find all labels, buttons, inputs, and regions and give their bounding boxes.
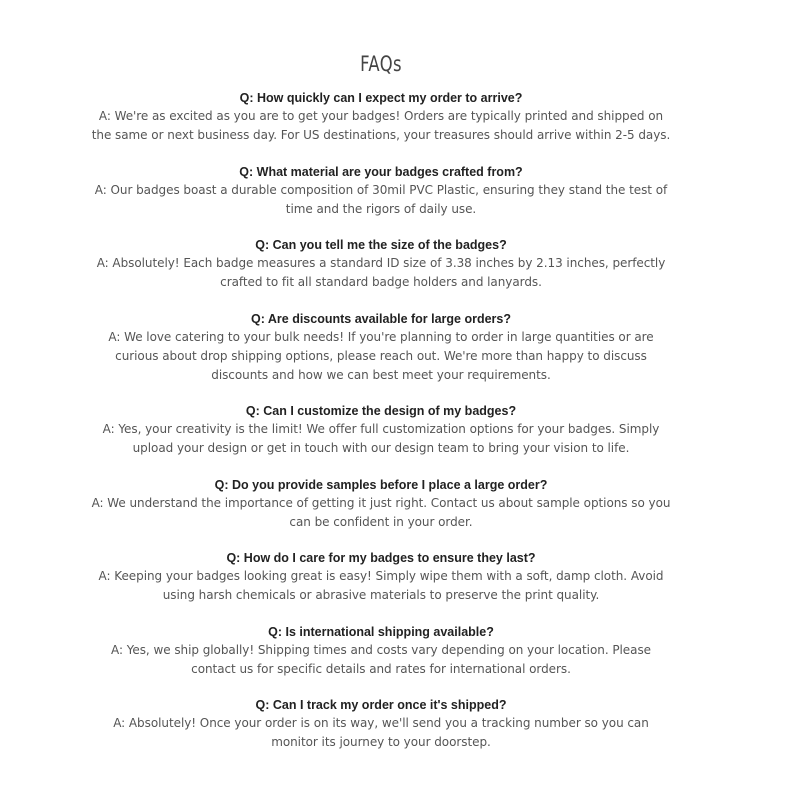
faq-question: Q: Do you provide samples before I place a large order? [214, 477, 548, 492]
faq-question: Q: How quickly can I expect my order to arrive? [239, 91, 523, 105]
faq-answer: A: We love catering to your bulk needs! If you're planning to order in large quantities or are curious about drop shipping options, please reach out. We're more than happy to discuss discounts and how we can best meet your requirements. [108, 329, 654, 382]
faq-question: Q: What material are your badges crafted from? [239, 164, 523, 179]
faq-item [90, 236, 672, 292]
faq-question: Q: Can you tell me the size of the badges? [255, 238, 507, 252]
faq-item [90, 549, 672, 605]
faq-question: Q: Can I customize the design of my badges? [245, 404, 517, 418]
faq-answer: A: Keeping your badges looking great is easy! Simply wipe them with a soft, damp cloth. Avoid using harsh chemicals or abrasive materials to preserve the print quality. [98, 569, 664, 602]
faq-item [90, 310, 672, 385]
faq-answer: A: Yes, your creativity is the limit! We offer full customization options for your badges. Simply upload your design or get in touch with our design team to bring your vision to life. [102, 422, 660, 455]
page-title: FAQs [360, 52, 402, 76]
faq-answer: A: Absolutely! Once your order is on its way, we'll send you a tracking number so you can monitor its journey to your doorstep. [113, 716, 649, 749]
faq-question: Q: How do I care for my badges to ensure they last? [226, 551, 536, 565]
faq-item [90, 402, 672, 458]
faq-answer: A: Our badges boast a durable composition of 30mil PVC Plastic, ensuring they stand the test of time and the rigors of daily use. [94, 182, 668, 216]
faq-question: Q: Is international shipping available? [268, 624, 494, 639]
faq-question: Q: Can I track my order once it's shipped? [255, 698, 507, 712]
faq-item [90, 89, 672, 145]
faq-answer: A: Yes, we ship globally! Shipping times and costs vary depending on your location. Please contact us for specific details and rates for international orders. [111, 642, 651, 676]
faq-item [90, 163, 672, 219]
faq-item [90, 476, 672, 532]
faq-answer: A: We're as excited as you are to get your badges! Orders are typically printed and shipped on the same or next business day. For US destinations, your treasures should arrive within 2-5 days. [91, 109, 671, 142]
faq-answer: A: We understand the importance of getting it just right. Contact us about sample options so you can be confident in your order. [91, 495, 671, 529]
faq-question: Q: Are discounts available for large orders? [250, 311, 512, 326]
faq-item [90, 623, 672, 679]
faq-list [90, 89, 672, 770]
faq-answer: A: Absolutely! Each badge measures a standard ID size of 3.38 inches by 2.13 inches, perfectly crafted to fit all standard badge holders and lanyards. [96, 256, 666, 289]
faq-item [90, 696, 672, 752]
